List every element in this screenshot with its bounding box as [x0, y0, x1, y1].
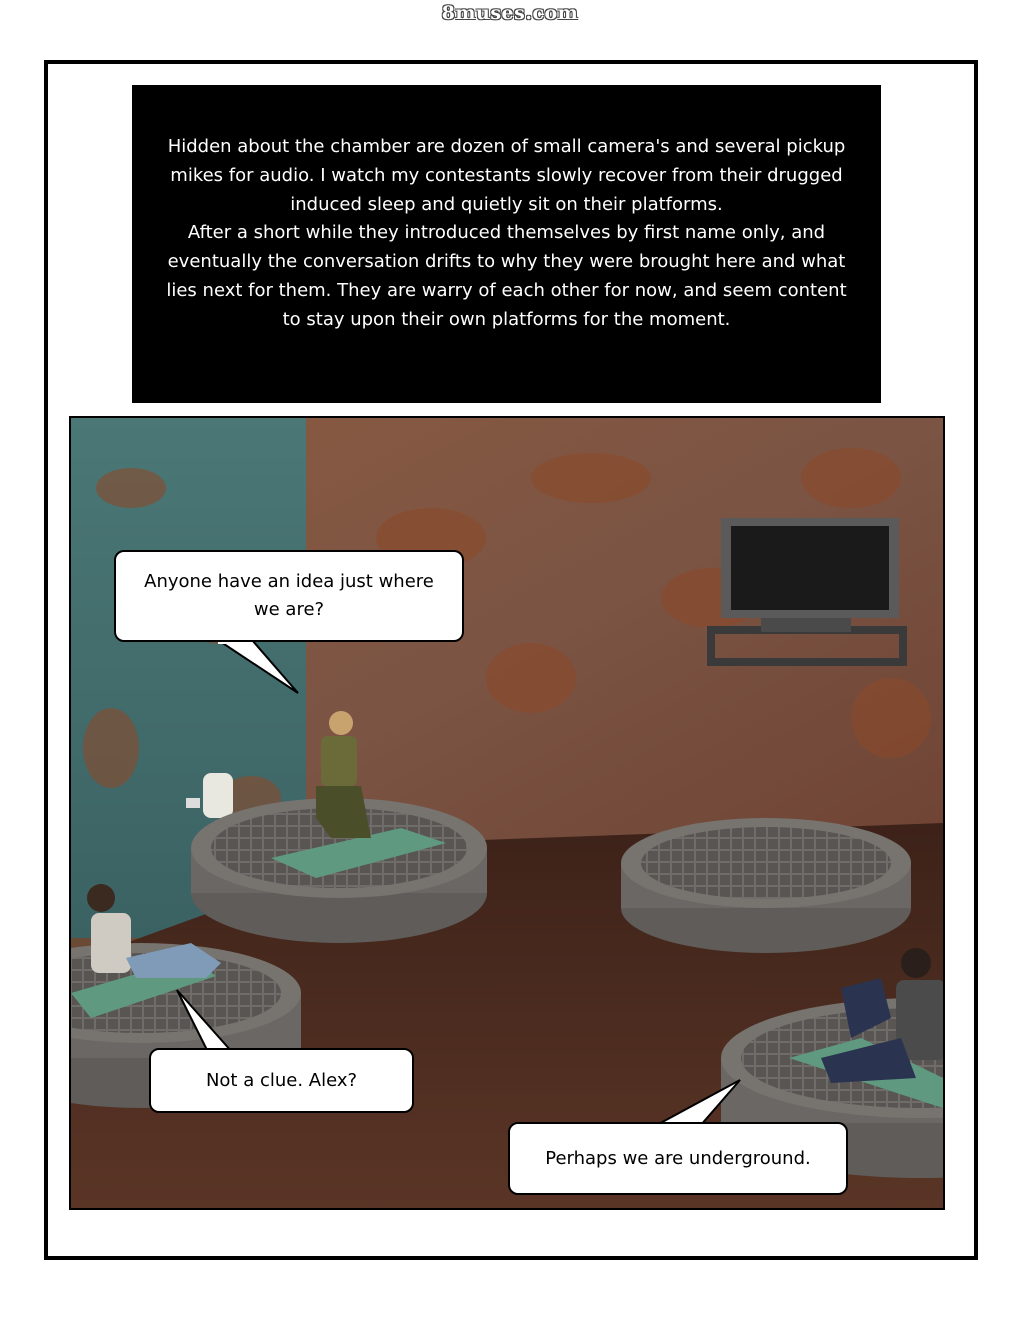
narration-caption-box [132, 85, 881, 403]
speech-bubble-1-line-2: we are? [253, 599, 325, 620]
site-watermark: 8muses.com [441, 2, 579, 24]
caption-line: to stay upon their own platforms for the moment. [282, 308, 731, 330]
caption-line: lies next for them. They are warry of each other for now, and seem content [166, 279, 847, 301]
speech-bubble-2 [149, 1048, 414, 1113]
speech-bubble-3-text: Perhaps we are underground. [545, 1147, 811, 1169]
caption-line: Hidden about the chamber are dozen of small camera's and several pickup [167, 136, 846, 157]
caption-line: mikes for audio. I watch my contestants slowly recover from their drugged [170, 164, 843, 186]
speech-bubble-3 [508, 1122, 848, 1195]
caption-line: induced sleep and quietly sit on their platforms. [290, 193, 723, 215]
caption-line: After a short while they introduced themselves by first name only, and [187, 222, 826, 244]
platform-back-right [621, 818, 911, 953]
caption-line: eventually the conversation drifts to why they were brought here and what [167, 251, 846, 273]
speech-bubble-1-line-1: Anyone have an idea just where [144, 571, 434, 592]
speech-bubble-2-text: Not a clue. Alex? [205, 1069, 358, 1091]
speech-bubble-1 [114, 550, 464, 642]
